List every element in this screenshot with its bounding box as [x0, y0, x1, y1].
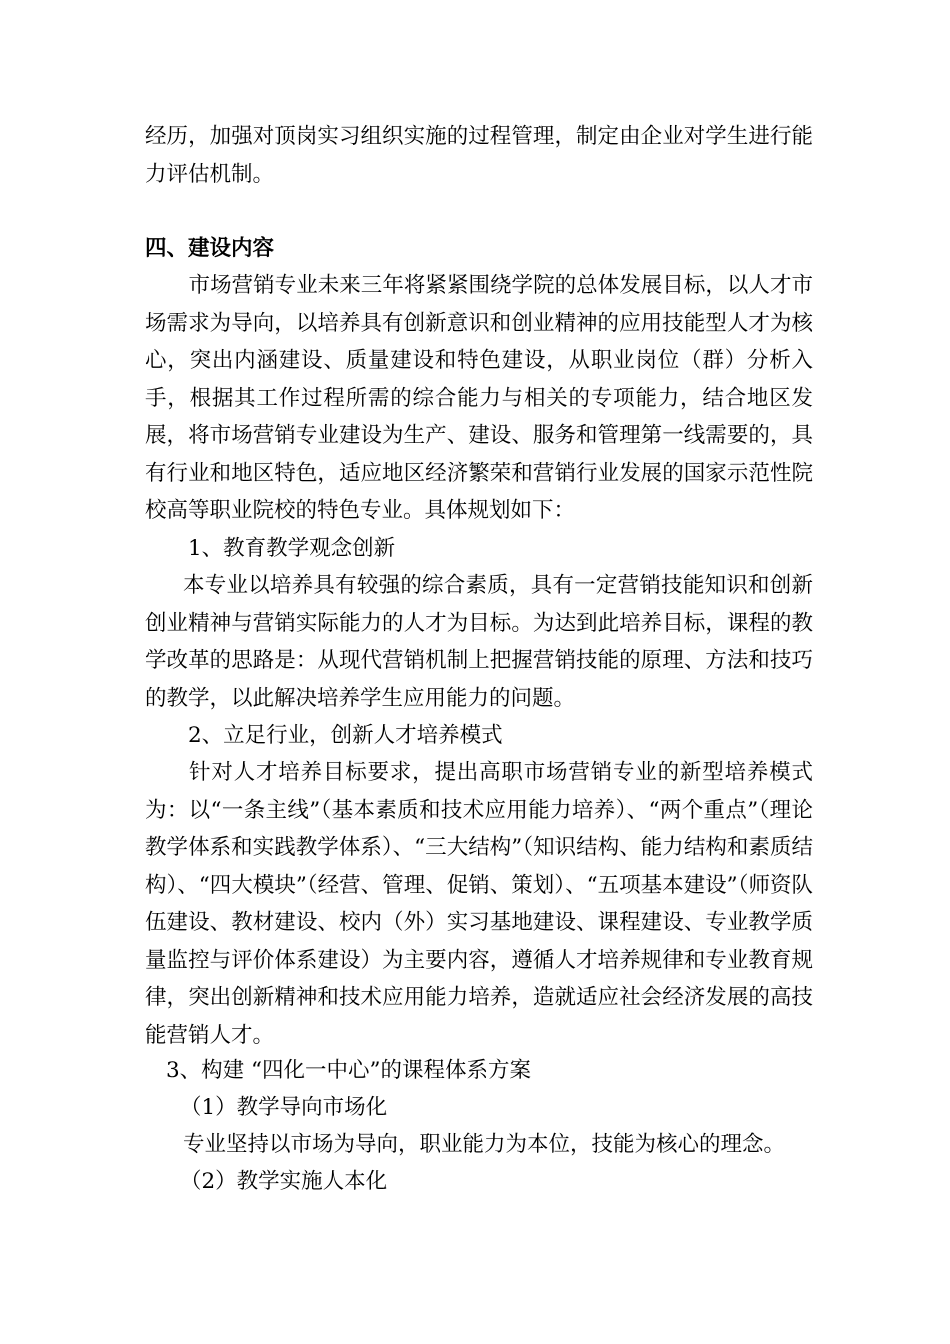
item3-1-paragraph: 专业坚持以市场为导向，职业能力为本位，技能为核心的理念。 — [183, 1132, 786, 1157]
item2-paragraph: 针对人才培养目标要求，提出高职市场营销专业的新型培养模式为：以“一条主线”（基本素质和技术应用能力培养）、“两个重点”（理论教学体系和实践教学体系）、“三大结构”（知识结构、能力结构和素质结构）、“四大模块”（经营、管理、促销、策划）、“五项基本建设”（师资队伍建设、教材建设、校内（外）实习基地建设、课程建设、专业教学质量监控与评价体系建设）为主要内容，遵循人才培养规律和专业教育规律，突出创新精神和技术应用能力培养，造就适应社会经济发展的高技能营销人才。 — [145, 760, 813, 1048]
section-heading: 四、建设内容 — [145, 236, 275, 261]
intro-paragraph: 经历，加强对顶岗实习组织实施的过程管理，制定由企业对学生进行能力评估机制。 — [145, 124, 813, 187]
item3-2-heading: （2）教学实施人本化 — [180, 1169, 388, 1194]
item2-heading: 2、立足行业，创新人才培养模式 — [188, 723, 503, 748]
item3-1-heading: （1）教学导向市场化 — [180, 1095, 388, 1120]
item1-heading: 1、教育教学观念创新 — [188, 536, 396, 561]
item1-paragraph: 本专业以培养具有较强的综合素质，具有一定营销技能知识和创新创业精神与营销实际能力的人才为目标。为达到此培养目标，课程的教学改革的思路是：从现代营销机制上把握营销技能的原理、方法和技巧的教学，以此解决培养学生应用能力的问题。 — [145, 573, 813, 711]
section-paragraph: 市场营销专业未来三年将紧紧围绕学院的总体发展目标，以人才市场需求为导向，以培养具有创新意识和创业精神的应用技能型人才为核心，突出内涵建设、质量建设和特色建设，从职业岗位（群）分析入手，根据其工作过程所需的综合能力与相关的专项能力，结合地区发展，将市场营销专业建设为生产、建设、服务和管理第一线需要的，具有行业和地区特色，适应地区经济繁荣和营销行业发展的国家示范性院校高等职业院校的特色专业。具体规划如下： — [145, 273, 813, 523]
item3-heading: 3、构建 “四化一中心”的课程体系方案 — [166, 1058, 531, 1083]
